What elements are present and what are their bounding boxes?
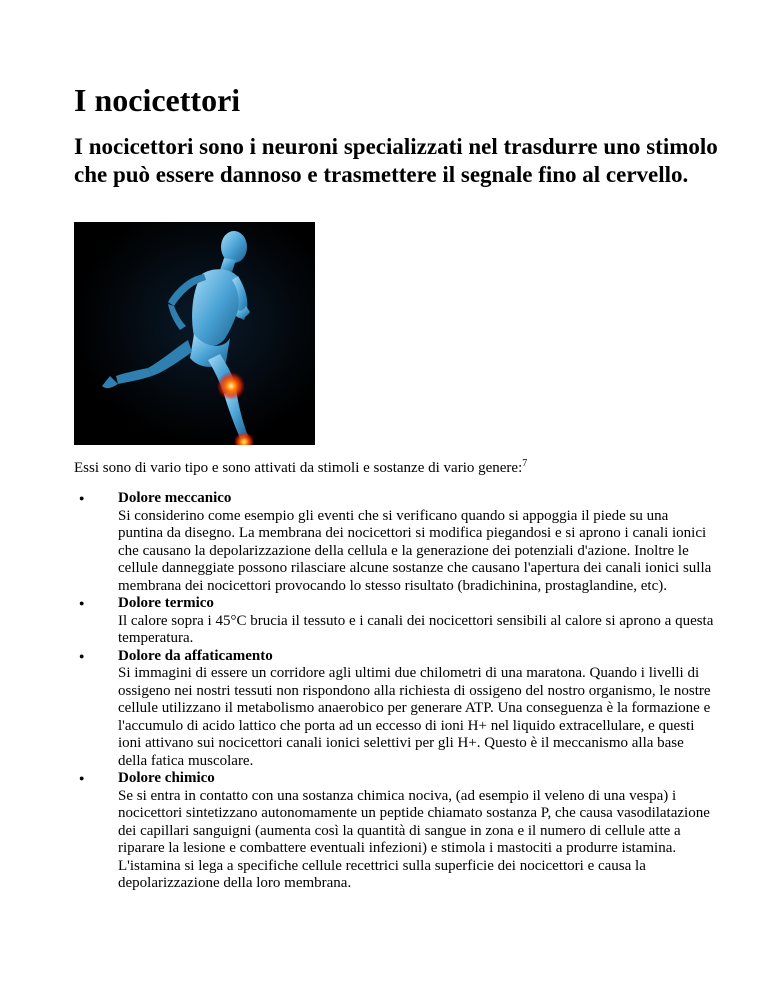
item-text: Si immagini di essere un corridore agli ultimi due chilometri di una maratona. Quando i livelli di ossigeno nei nostri tessuti non rispondono alla richiesta di ossigeno del nostro organismo, le nostre cellule utilizzano il metabolismo anaerobico per generare ATP. Una conseguenza è la formazione e l'accumulo di acido lattico che porta ad un eccesso di ioni H+ nel liquido extracellulare, e questi ioni attivano sui nocicettori canali ionici selettivi per gli H+. Questo è il meccanismo alla base della fatica muscolare. — [118, 665, 711, 769]
bullet-icon: ● — [79, 493, 85, 503]
item-text: Se si entra in contatto con una sostanza chimica nociva, (ad esempio il veleno di una vespa) i nocicettori sintetizzano autonomamente un peptide chiamato sostanza P, che causa vasodilatazione dei capillari sanguigni (aumenta così la quantità di sangue in zona e il numero di cellule atte a riparare la lesione e combattere eventuali infezioni) e stimola i mastociti a produrre istamina. L'istamina si lega a specifiche cellule recettrici sulla superficie dei nocicettori e causa la depolarizzazione della loro membrana. — [118, 787, 710, 891]
pain-types-list — [74, 490, 714, 893]
item-text: Il calore sopra i 45°C brucia il tessuto e i canali dei nocicettori sensibili al calore si aprono a questa temperatura. — [118, 612, 714, 646]
bullet-icon: ● — [79, 773, 85, 783]
item-title: Dolore chimico — [118, 770, 215, 786]
intro-text: Essi sono di vario tipo e sono attivati da stimoli e sostanze di vario genere: — [74, 460, 523, 476]
list-item — [74, 490, 714, 595]
list-item — [74, 770, 714, 893]
bullet-icon: ● — [79, 650, 85, 661]
list-item — [74, 595, 714, 648]
bullet-icon: ● — [79, 598, 85, 608]
runner-figure-illustration — [74, 222, 315, 445]
item-title: Dolore da affaticamento — [118, 647, 273, 664]
item-title: Dolore meccanico — [118, 490, 232, 506]
page-title: I nocicettori — [74, 82, 241, 118]
item-title: Dolore termico — [118, 595, 214, 611]
item-text: Si considerino come esempio gli eventi che si verificano quando si appoggia il piede su una puntina da disegno. La membrana dei nocicettori si modifica piegandosi e si aprono i canali ionici che causano la depolarizzazione della cellula e la generazione dei potenziali d'azione. Inoltre le cellule danneggiate possono rilasciare alcune sostanze che causano l'apertura dei canali ionici sulla membrana dei nocicettori provocando lo stesso risultato (bradichinina, prostaglandine, etc). — [118, 507, 712, 594]
page-subtitle: I nocicettori sono i neuroni specializzati nel trasdurre uno stimolo che può essere dannoso e trasmettere il segnale fino al cervello. — [74, 134, 718, 187]
footnote-marker: 7 — [522, 458, 528, 469]
list-item — [74, 648, 714, 771]
running-man-image — [74, 222, 315, 445]
intro-paragraph — [74, 455, 527, 477]
